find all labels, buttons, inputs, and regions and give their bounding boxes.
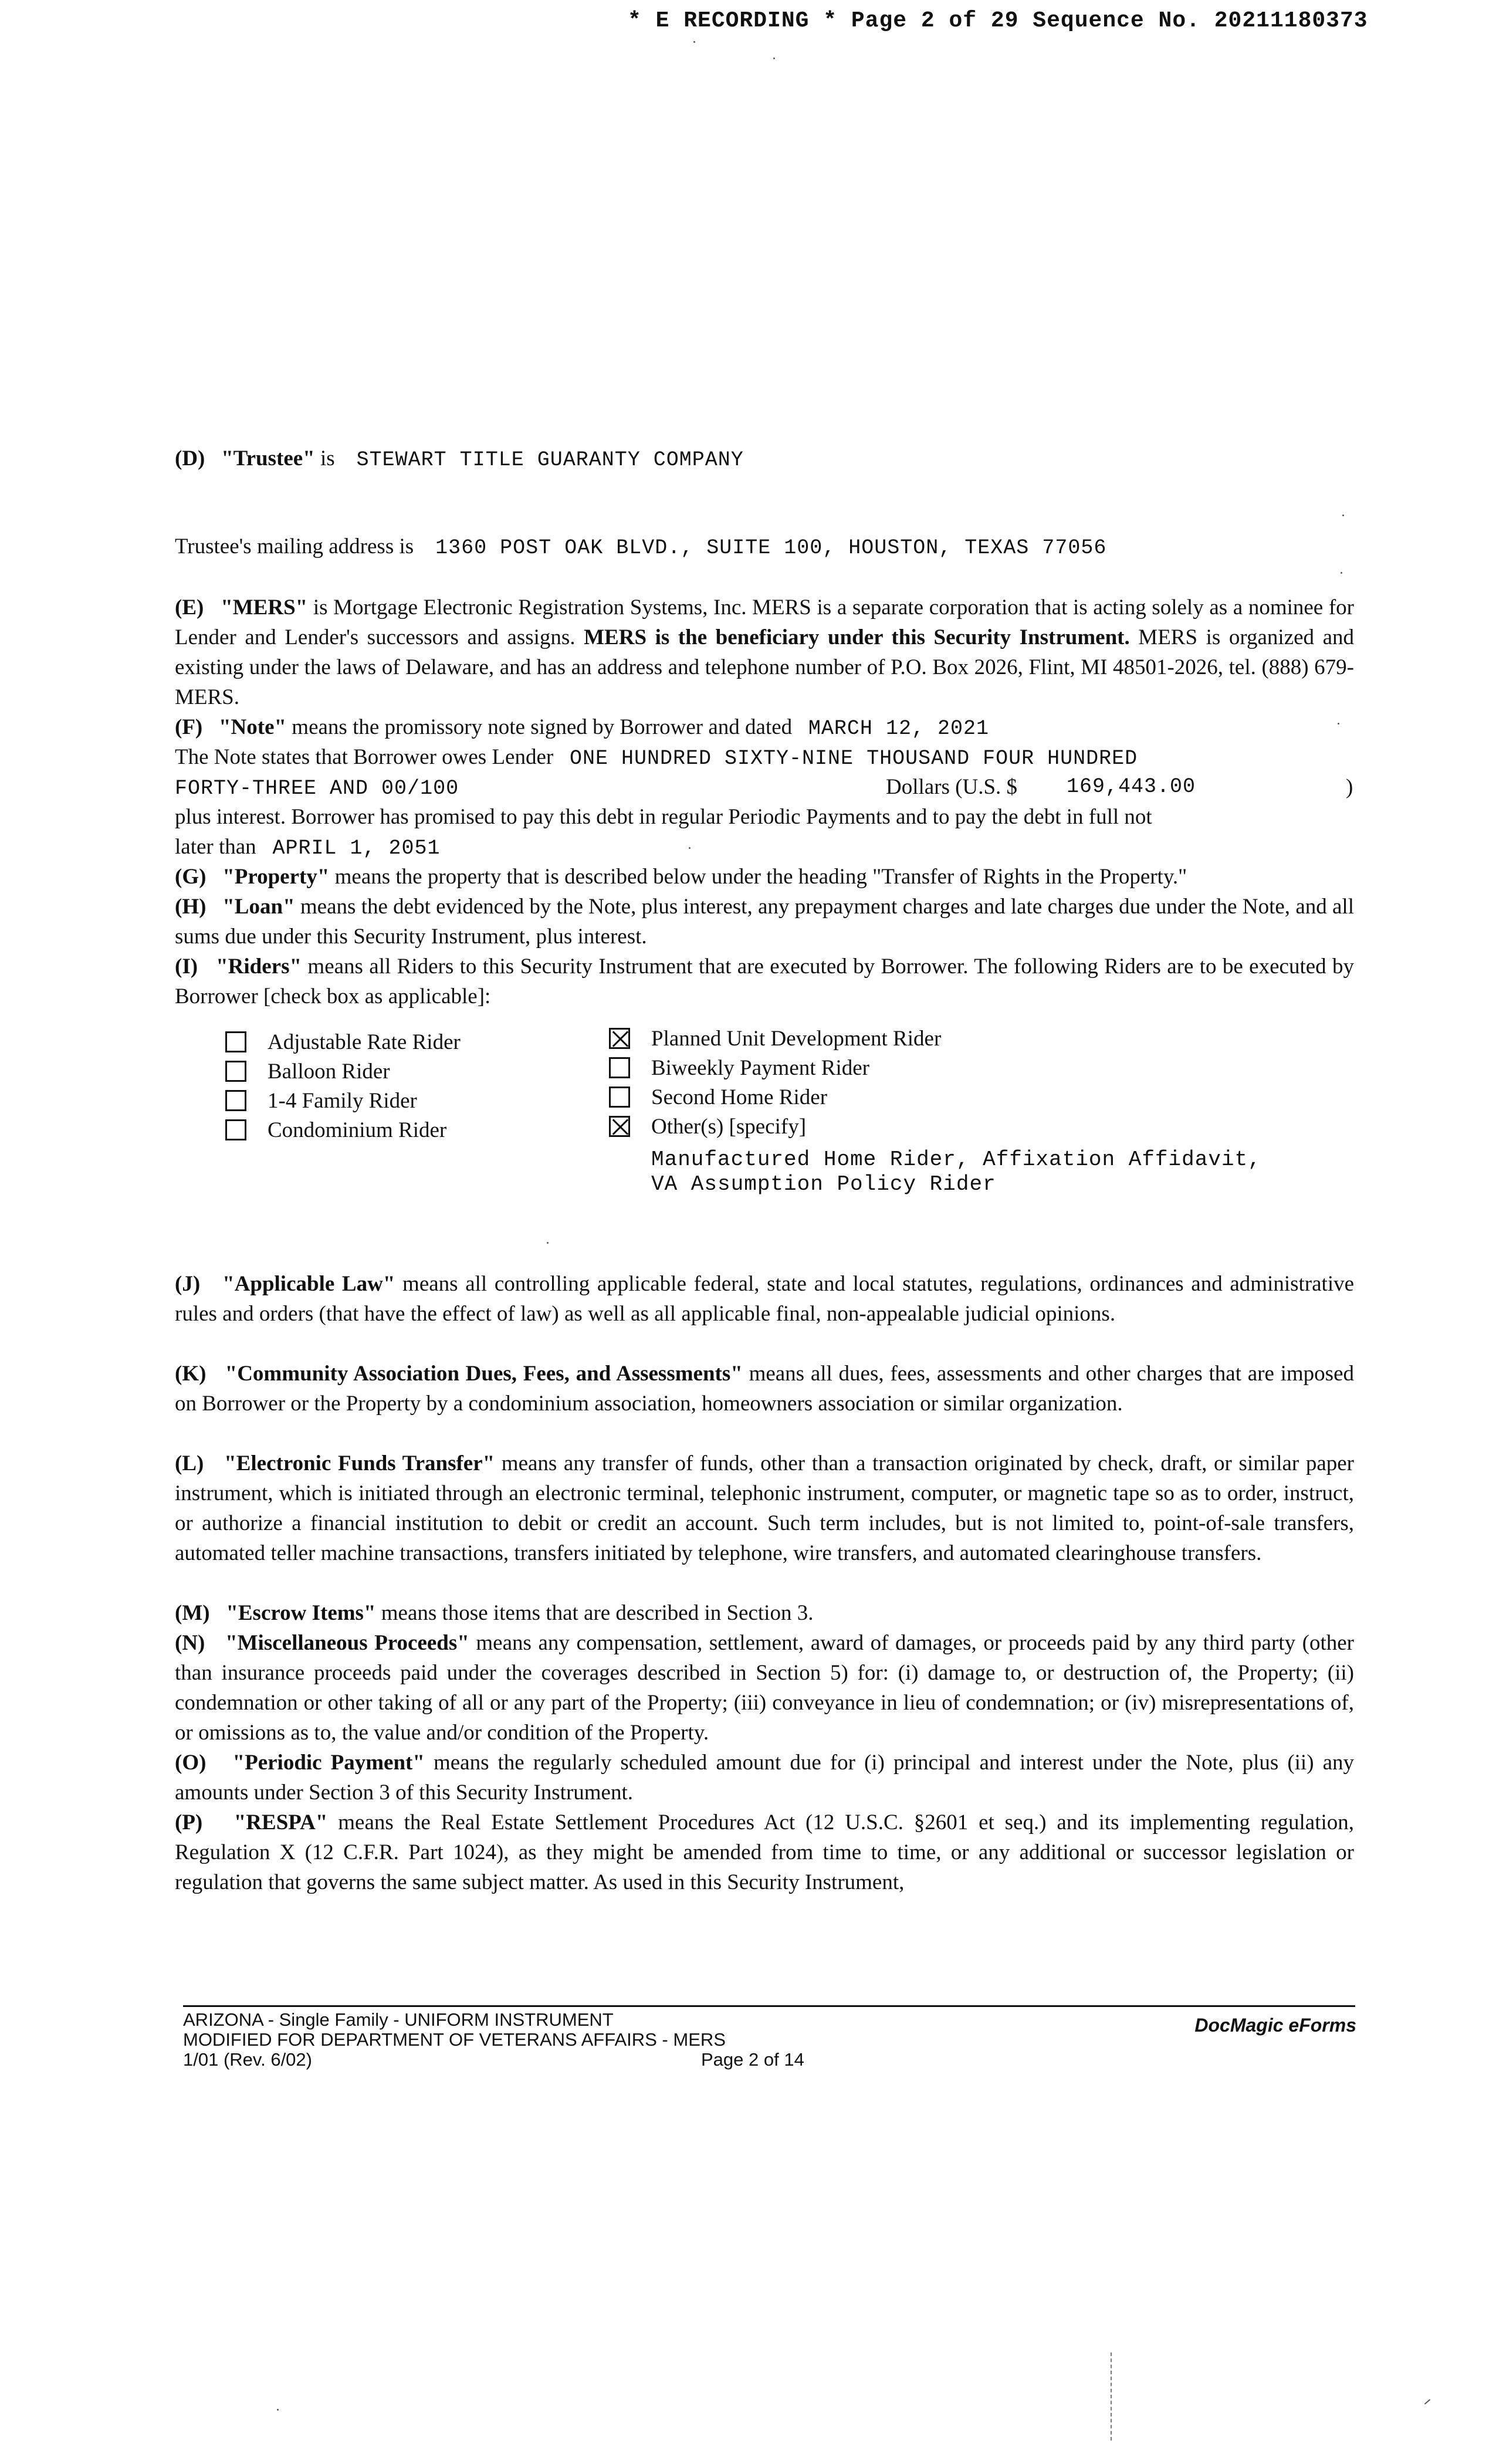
scan-speck (547, 1242, 549, 1244)
trustee-address-line (175, 532, 1354, 563)
periodic-payment-paragraph (175, 1748, 1354, 1808)
scan-speck (1341, 572, 1342, 574)
dollars-label: Dollars (U.S. $ (886, 775, 1018, 799)
section-label: (M) (175, 1601, 210, 1625)
other-rider-line: Manufactured Home Rider, Affixation Affidavit, (651, 1148, 1261, 1172)
term-eft: "Electronic Funds Transfer" (224, 1451, 495, 1475)
term-riders: "Riders" (216, 955, 302, 979)
term-respa: "RESPA" (233, 1810, 328, 1835)
mers-paragraph (175, 593, 1354, 712)
footer-line: ARIZONA - Single Family - UNIFORM INSTRUMENT (183, 2009, 614, 2030)
trustee-address: 1360 POST OAK BLVD., SUITE 100, HOUSTON, TEXAS 77056 (435, 536, 1107, 560)
term-escrow: "Escrow Items" (226, 1601, 376, 1625)
term-note: "Note" (219, 715, 287, 739)
checkbox-adjustable-rate[interactable] (225, 1031, 246, 1052)
periodic-text: means the regularly scheduled amount due for (i) principal and interest under the Note, plus (ii) any amounts under Section 3 of this Security Instrument. (175, 1751, 1354, 1805)
footer-line: MODIFIED FOR DEPARTMENT OF VETERANS AFFAIRS - MERS (183, 2029, 726, 2050)
section-label: (I) (175, 955, 198, 979)
section-label: (N) (175, 1631, 205, 1655)
riders-text: means all Riders to this Security Instrument that are executed by Borrower. The following Riders are to be executed by Borrower [check box as applicable]: (175, 955, 1355, 1008)
eft-text: means any transfer of funds, other than a transaction originated by check, draft, or similar paper instrument, which is initiated through an electronic terminal, telephonic instrument, computer, or magnetic tape so as to order, instruct, or authorize a financial institution to debit or credit an account. Such term includes, but is not limited to, point-of-sale transfers, automated teller machine transactions, transfers initiated by telephone, wire transfers, and automated clearinghouse transfers. (175, 1451, 1354, 1565)
section-label: (F) (175, 715, 203, 739)
community-paragraph (175, 1359, 1354, 1419)
rider-label: 1-4 Family Rider (268, 1089, 417, 1113)
scan-artifact-mark (1424, 2399, 1430, 2404)
property-paragraph (175, 862, 1354, 892)
note-amount-words-2: FORTY-THREE AND 00/100 (175, 777, 459, 800)
rider-1-4-family (225, 1087, 461, 1116)
note-due-date: APRIL 1, 2051 (272, 837, 441, 860)
checkbox-balloon[interactable] (225, 1061, 246, 1082)
section-label: (P) (175, 1810, 203, 1835)
section-label: (H) (175, 895, 207, 919)
community-text: means all dues, fees, assessments and other charges that are imposed on Borrower or the Property by a condominium association, homeowners association or similar organization. (175, 1362, 1355, 1416)
note-date: MARCH 12, 2021 (808, 717, 989, 740)
rider-pud (609, 1024, 941, 1054)
rider-label: Adjustable Rate Rider (268, 1030, 461, 1054)
misc-text: means any compensation, settlement, award of damages, or proceeds paid by any third party (other than insurance proceeds paid under the coverages described in Section 5) for: (i) damage to, or destruction of, the Property; (ii) condemnation or other taking of all or any part of the Property; (iii) conveyance in lieu of condemnation; or (iv) misrepresentations of, or omissions as to, the value and/or condition of the Property. (175, 1631, 1354, 1745)
section-label: (L) (175, 1451, 204, 1475)
scan-artifact-line (1111, 2353, 1113, 2441)
footer-page-number: Page 2 of 14 (701, 2049, 804, 2070)
scan-speck (1342, 515, 1344, 516)
scan-speck (277, 2409, 279, 2411)
note-line-5 (175, 832, 1354, 864)
respa-paragraph (175, 1808, 1354, 1897)
trustee-name: STEWART TITLE GUARANTY COMPANY (356, 448, 744, 472)
riders-paragraph (175, 952, 1354, 1011)
rider-label: Condominium Rider (268, 1118, 447, 1142)
respa-text: means the Real Estate Settlement Procedures Act (12 U.S.C. §2601 et seq.) and its implementing regulation, Regulation X (12 C.F.R. Part 1024), as they might be amended from time to time, or any additional or successor legislation or regulation that governs the same subject matter. As used in this Security Instrument, (175, 1810, 1355, 1894)
mers-text: is Mortgage Electronic Registration Systems, Inc. MERS is a separate corporation that is acting solely as a nominee for Lender and Lender's successors and assigns. (175, 595, 1355, 649)
checkbox-1-4-family[interactable] (225, 1090, 246, 1111)
term-mers: "MERS" (221, 595, 308, 620)
scan-speck (773, 57, 775, 59)
term-loan: "Loan" (222, 895, 295, 919)
rider-label: Second Home Rider (651, 1085, 828, 1109)
escrow-paragraph (175, 1598, 1354, 1628)
applicable-law-paragraph (175, 1269, 1354, 1329)
footer-rule (183, 2005, 1355, 2007)
term-periodic-payment: "Periodic Payment" (232, 1751, 425, 1775)
rider-label: Planned Unit Development Rider (651, 1027, 942, 1051)
scan-speck (693, 41, 695, 43)
rider-label: Biweekly Payment Rider (651, 1056, 869, 1080)
term-misc-proceeds: "Miscellaneous Proceeds" (225, 1631, 469, 1655)
scan-speck (689, 847, 691, 849)
section-label: (J) (175, 1272, 201, 1296)
riders-right-column (609, 1024, 941, 1142)
docmagic-logo: DocMagic eForms (1194, 2015, 1356, 2036)
eft-paragraph (175, 1448, 1354, 1568)
mers-text-2: MERS is organized and existing under the laws of Delaware, and has an address and telephone number of P.O. Box 2026, Flint, MI 48501-2026, tel. (888) 679-MERS. (175, 625, 1355, 709)
is-text: is (320, 446, 335, 471)
other-riders-specified (651, 1148, 1261, 1197)
checkbox-second-home[interactable] (609, 1087, 630, 1108)
term-community: "Community Association Dues, Fees, and Assessments" (225, 1362, 743, 1386)
note-line-2 (175, 742, 1354, 774)
rider-second-home (609, 1083, 941, 1112)
note-line-3 (175, 772, 1354, 804)
scan-speck (1338, 723, 1339, 725)
rider-other (609, 1112, 941, 1142)
checkbox-other[interactable] (609, 1116, 630, 1137)
trustee-line (175, 444, 1354, 475)
other-rider-line: VA Assumption Policy Rider (651, 1172, 996, 1196)
rider-label: Balloon Rider (268, 1060, 390, 1084)
close-paren: ) (1346, 775, 1353, 799)
loan-text: means the debt evidenced by the Note, plus interest, any prepayment charges and late charges due under the Note, and all sums due under this Security Instrument, plus interest. (175, 895, 1354, 949)
recording-header: * E RECORDING * Page 2 of 29 Sequence No. 20211180373 (628, 8, 1368, 33)
checkbox-biweekly[interactable] (609, 1057, 630, 1078)
section-label: (E) (175, 595, 204, 620)
checkbox-condominium[interactable] (225, 1119, 246, 1140)
misc-proceeds-paragraph (175, 1628, 1354, 1748)
applicable-law-text: means all controlling applicable federal, state and local statutes, regulations, ordinances and administrative rules and orders (that have the effect of law) as well as all applicable final, non-appealable judicial opinions. (175, 1272, 1355, 1326)
note-line-4: plus interest. Borrower has promised to pay this debt in regular Periodic Payments and to pay the debt in full not (175, 805, 1152, 829)
loan-paragraph (175, 892, 1354, 952)
footer-left (183, 2010, 726, 2070)
term-property: "Property" (222, 865, 330, 889)
section-label: (G) (175, 865, 207, 889)
term-applicable-law: "Applicable Law" (222, 1272, 395, 1296)
note-owes-text: The Note states that Borrower owes Lender (175, 745, 554, 769)
escrow-text: means those items that are described in Section 3. (381, 1601, 814, 1625)
trustee-address-label: Trustee's mailing address is (175, 534, 414, 559)
footer-line: 1/01 (Rev. 6/02) (183, 2049, 312, 2070)
rider-label: Other(s) [specify] (651, 1115, 807, 1139)
mers-beneficiary-text: MERS is the beneficiary under this Security Instrument. (584, 625, 1130, 649)
note-text: means the promissory note signed by Borrower and dated (292, 715, 793, 739)
section-label: (D) (175, 446, 205, 471)
section-label: (K) (175, 1362, 207, 1386)
checkbox-pud[interactable] (609, 1028, 630, 1049)
rider-balloon (225, 1057, 461, 1087)
note-amount: 169,443.00 (1067, 775, 1196, 798)
note-amount-words-1: ONE HUNDRED SIXTY-NINE THOUSAND FOUR HUNDRED (569, 747, 1138, 770)
property-text: means the property that is described below under the heading "Transfer of Rights in the Property." (334, 865, 1187, 889)
rider-adjustable-rate (225, 1028, 461, 1057)
rider-condominium (225, 1116, 461, 1145)
note-line-1 (175, 712, 1354, 744)
rider-biweekly (609, 1054, 941, 1083)
later-than-text: later than (175, 835, 256, 859)
section-label: (O) (175, 1751, 207, 1775)
riders-left-column (225, 1028, 461, 1145)
term-trustee: "Trustee" (221, 446, 315, 471)
